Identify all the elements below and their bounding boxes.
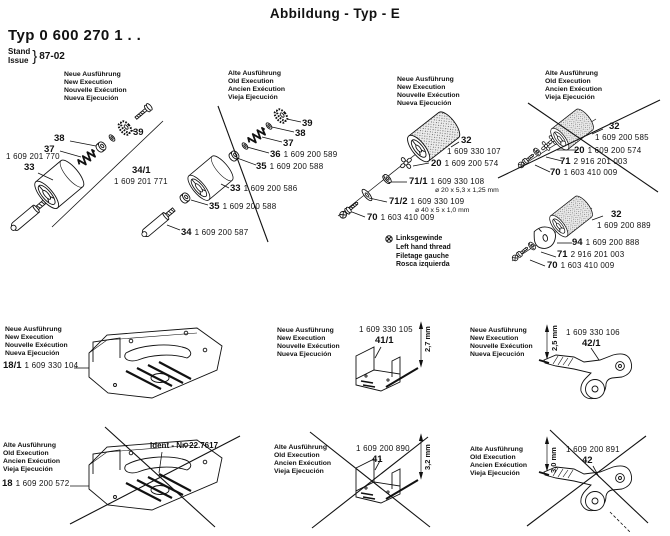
part-callout-71-1: 71/1 1 609 330 108 ø 20 x 5,3 x 1,25 mm xyxy=(409,176,499,195)
part-callout-18-1: 18/1 1 609 330 104 xyxy=(3,360,79,371)
part-callout-35-upper: 35 1 609 200 588 xyxy=(256,161,324,172)
exec-heading-plate-old: Alte Ausführung Old Execution Ancien Exécution Vieja Ejecución xyxy=(3,442,61,474)
exec-heading-plate-new: Neue Ausführung New Execution Nouvelle Exécution Nueva Ejecución xyxy=(5,326,68,358)
part-callout-32-old-bottom: 32 1 609 200 889 xyxy=(597,209,651,231)
drawing-base-plate-old xyxy=(89,440,222,510)
part-callout-35-lower: 35 1 609 200 588 xyxy=(209,201,277,212)
part-callout-39: 39 xyxy=(133,127,144,138)
type-number xyxy=(8,27,141,44)
dimension-2-5mm: 2,5 mm xyxy=(550,325,559,351)
part-callout-41-1: 1 609 330 105 41/1 xyxy=(359,325,413,347)
part-callout-70-old-top: 70 1 603 410 009 xyxy=(550,167,618,178)
issue-label: Issue xyxy=(8,56,29,66)
page-title: Abbildung - Typ - E xyxy=(269,6,401,21)
exec-heading-lever-new: Neue Ausführung New Execution Nouvelle Exécution Nueva Ejecución xyxy=(470,327,533,359)
exec-heading-q3-new: Neue Ausführung New Execution Nouvelle Exécution Nueva Ejecución xyxy=(397,76,460,108)
part-callout-42: 1 609 200 891 42 xyxy=(566,445,620,467)
type-value: 0 600 270 1 . . xyxy=(39,27,142,44)
part-callout-20-old: 20 1 609 200 574 xyxy=(574,145,642,156)
part-callout-94: 94 1 609 200 888 xyxy=(572,237,640,248)
exec-heading-lever-old: Alte Ausführung Old Execution Ancien Exécution Vieja Ejecución xyxy=(470,446,528,478)
exec-heading-bracket-new: Neue Ausführung New Execution Nouvelle Exécution Nueva Ejecución xyxy=(277,327,340,359)
part-callout-20-new: 20 1 609 200 574 xyxy=(431,158,499,169)
part-callout-38: 38 xyxy=(54,133,65,144)
part-callout-38-old: 38 xyxy=(295,128,306,139)
part-callout-33-old: 33 1 609 200 586 xyxy=(230,183,298,194)
exec-heading-q1-new: Neue Ausführung New Execution Nouvelle Exécution Nueva Ejecución xyxy=(64,71,127,103)
part-callout-39-old: 39 xyxy=(302,118,313,129)
ident-number-note: Ident - Nr. 22.7617 xyxy=(150,441,219,450)
part-callout-34-1: 34/1 1 609 201 771 xyxy=(114,165,168,187)
part-callout-71-old-bottom: 71 2 916 201 003 xyxy=(557,249,625,260)
brace-glyph: } xyxy=(32,47,38,65)
part-callout-37-old: 37 xyxy=(283,138,294,149)
part-callout-71-2: 71/2 1 609 330 109 ø 40 x 5 x 1,0 mm xyxy=(389,196,470,215)
dimension-2-7mm: 2,7 mm xyxy=(423,326,432,352)
exec-heading-q2-old: Alte Ausführung Old Execution Ancien Exécution Vieja Ejecución xyxy=(228,70,286,102)
dimension-3-0mm: 3,0 mm xyxy=(549,447,558,473)
dimension-3-2mm: 3,2 mm xyxy=(423,444,432,470)
left-hand-thread-legend: Linksgewinde Left hand thread Filetage gauche Rosca izquierda xyxy=(385,235,451,270)
part-callout-70-old-bottom: 70 1 603 410 009 xyxy=(547,260,615,271)
part-callout-18: 18 1 609 200 572 xyxy=(2,478,70,489)
lever-old-hidden-line xyxy=(610,512,631,533)
drawing-base-plate-new xyxy=(89,328,222,398)
issue-block xyxy=(8,47,65,65)
part-callout-42-1: 1 609 330 106 42/1 xyxy=(566,328,620,350)
part-callout-32-new: 32 1 609 330 107 xyxy=(447,135,501,157)
exec-heading-q4-old: Alte Ausführung Old Execution Ancien Exécution Vieja Ejecución xyxy=(545,70,603,102)
part-callout-33-new: 1 609 201 770 33 xyxy=(6,152,60,174)
exec-heading-bracket-old: Alte Ausführung Old Execution Ancien Exécution Vieja Ejecución xyxy=(274,444,332,476)
part-callout-36: 36 1 609 200 589 xyxy=(270,149,338,160)
stand-label: Stand xyxy=(8,47,31,56)
part-callout-37: 37 xyxy=(44,144,55,155)
part-callout-32-old-top: 32 1 609 200 585 xyxy=(595,121,649,143)
issue-value: 87-02 xyxy=(39,50,65,62)
part-callout-41: 1 609 200 890 41 xyxy=(356,444,410,466)
part-callout-70-new: 70 1 603 410 009 xyxy=(367,212,435,223)
part-callout-34: 34 1 609 200 587 xyxy=(181,227,249,238)
part-callout-71-old-top: 71 2 916 201 003 xyxy=(560,156,628,167)
type-label: Typ xyxy=(8,27,35,44)
left-hand-thread-icon xyxy=(385,235,393,270)
